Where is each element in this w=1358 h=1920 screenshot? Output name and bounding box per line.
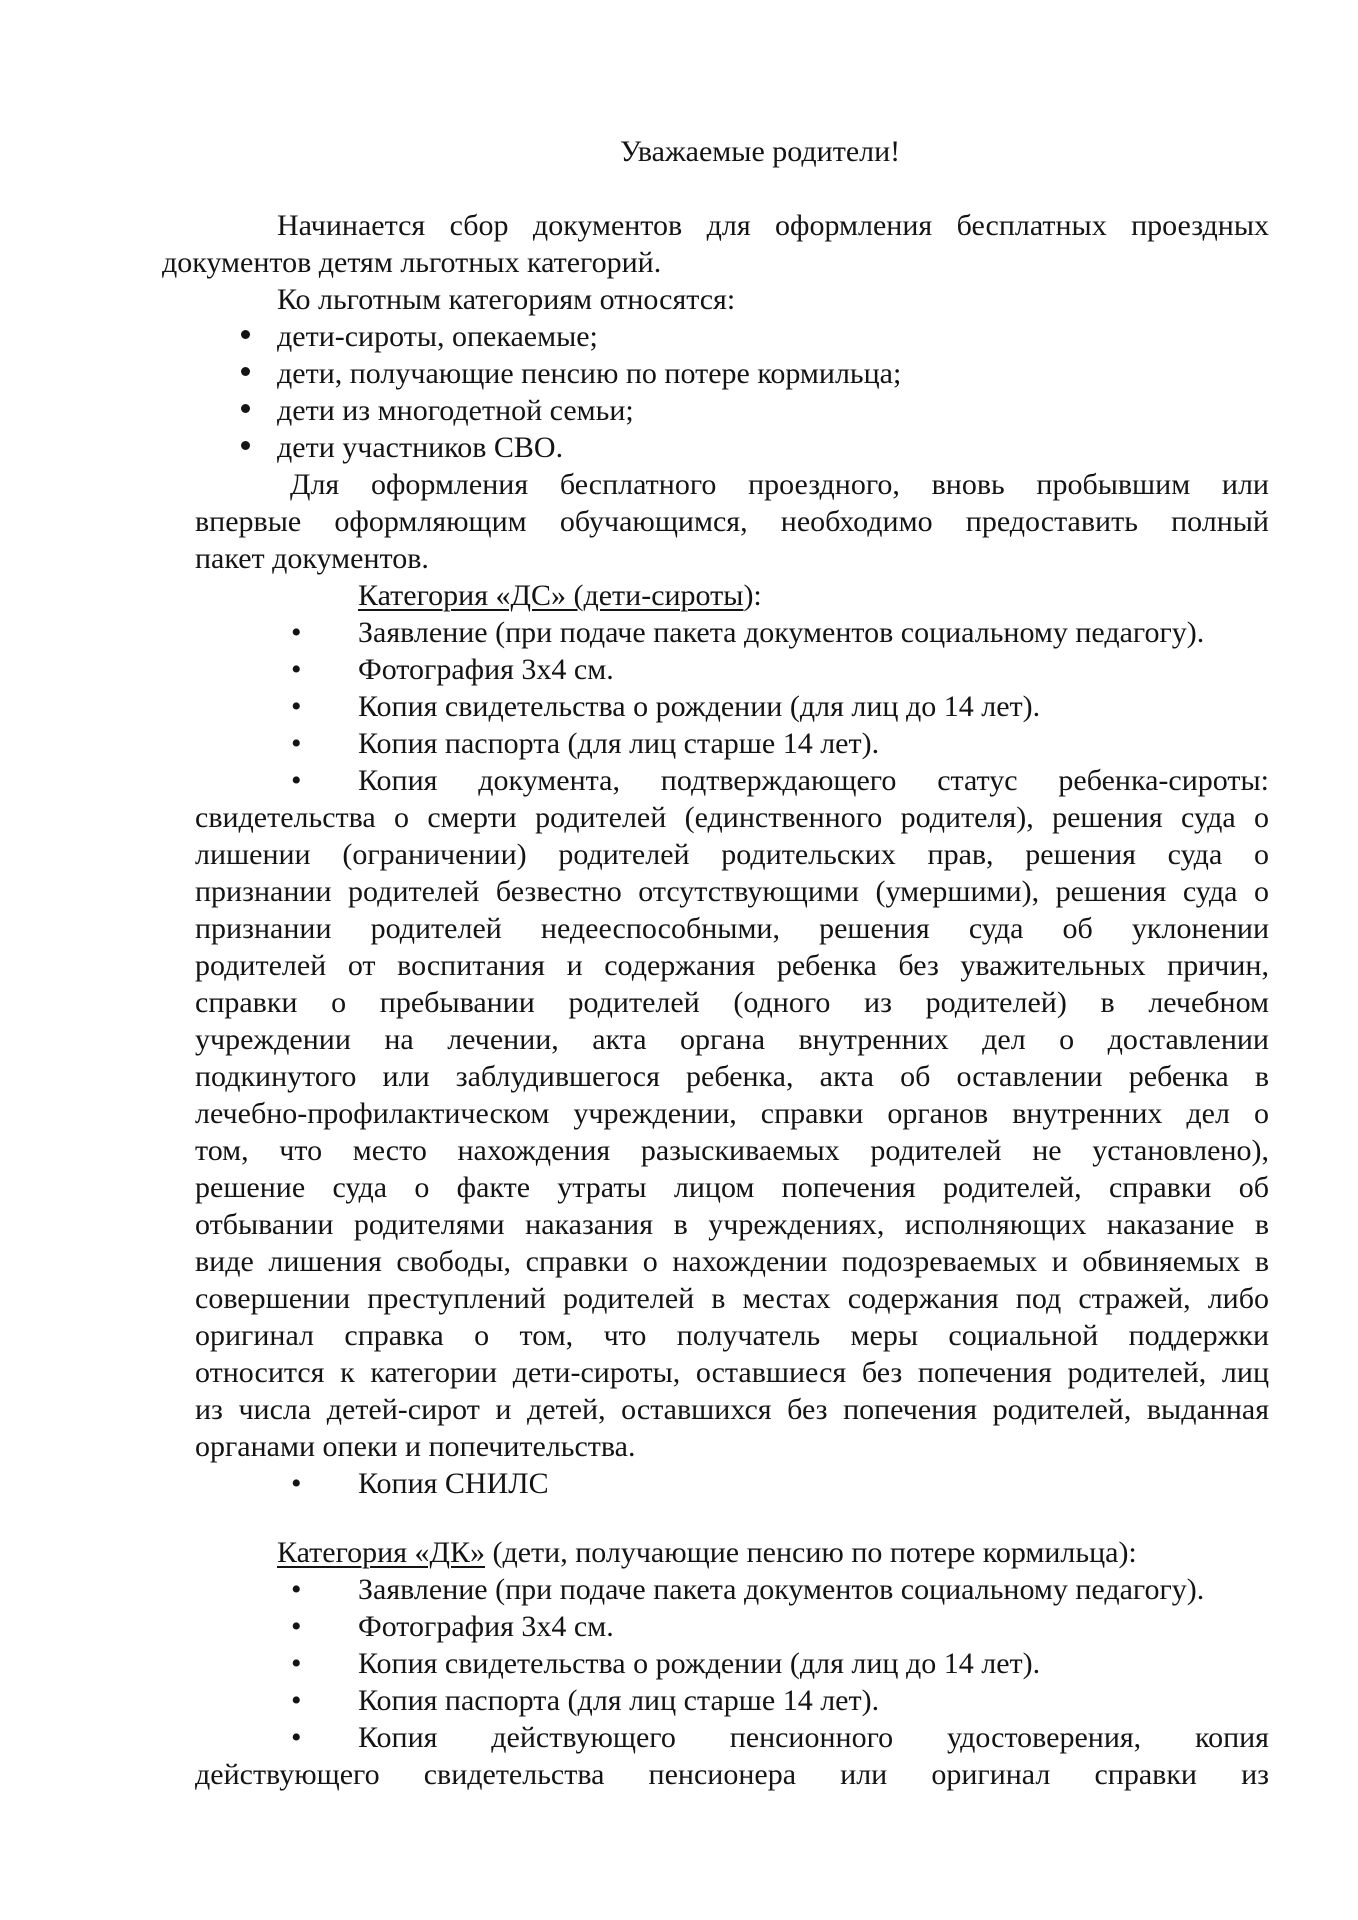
bullet-icon: • <box>291 653 302 686</box>
ds-status-line: оригинал справка о том, что получатель меры социальной поддержки <box>195 1319 1269 1352</box>
package-line-3: пакет документов. <box>195 542 429 575</box>
ds-status-line: совершении преступлений родителей в местах содержания под стражей, либо <box>195 1282 1269 1315</box>
ds-item: Копия свидетельства о рождении (для лиц до 14 лет). <box>358 690 1041 723</box>
package-line-2: впервые оформляющим обучающимся, необходимо предоставить полный <box>195 505 1269 538</box>
dk-pension-first-line: Копия действующего пенсионного удостоверения, копия <box>358 1721 1269 1754</box>
ds-status-line: лечебно-профилактическом учреждении, справки органов внутренних дел о <box>195 1097 1269 1130</box>
ds-status-line: решение суда о факте утраты лицом попечения родителей, справки об <box>195 1171 1269 1204</box>
dk-item: Копия свидетельства о рождении (для лиц до 14 лет). <box>358 1647 1041 1680</box>
dk-pension-second-line: действующего свидетельства пенсионера или оригинал справки из <box>195 1758 1269 1791</box>
ds-status-line: том, что место нахождения разыскиваемых родителей не установлено), <box>195 1134 1269 1167</box>
category-item: дети, получающие пенсию по потере кормильца; <box>277 357 902 390</box>
ds-status-line: учреждении на лечении, акта органа внутренних дел о доставлении <box>195 1023 1269 1056</box>
ds-status-line: признании родителей недееспособными, решения суда об уклонении <box>195 912 1269 945</box>
ds-status-line: признании родителей безвестно отсутствующими (умершими), решения суда о <box>195 875 1269 908</box>
ds-status-line: относится к категории дети-сироты, оставшиеся без попечения родителей, лиц <box>195 1356 1269 1389</box>
ds-item: Фотография 3х4 см. <box>358 653 614 686</box>
ds-status-line: подкинутого или заблудившегося ребенка, акта об оставлении ребенка в <box>195 1060 1269 1093</box>
bullet-icon <box>241 441 250 450</box>
intro-line-2: документов детям льготных категорий. <box>162 246 662 279</box>
ds-status-line: родителей от воспитания и содержания ребенка без уважительных причин, <box>195 949 1269 982</box>
package-line-1: Для оформления бесплатного проездного, вновь пробывшим или <box>290 468 1269 501</box>
ds-status-line: виде лишения свободы, справки о нахождении подозреваемых и обвиняемых в <box>195 1245 1269 1278</box>
bullet-icon: • <box>291 1647 302 1680</box>
ds-heading <box>358 577 762 614</box>
ds-item: Копия паспорта (для лиц старше 14 лет). <box>358 727 880 760</box>
ds-status-last-line: органами опеки и попечительства. <box>195 1430 636 1463</box>
category-item: дети-сироты, опекаемые; <box>277 320 598 353</box>
bullet-icon: • <box>291 1721 302 1754</box>
ds-status-first-line: Копия документа, подтверждающего статус ребенка-сироты: <box>358 764 1269 797</box>
bullet-icon: • <box>291 1467 302 1500</box>
dk-heading-underlined: Категория «ДК» <box>277 1536 485 1569</box>
intro-line-1: Начинается сбор документов для оформления бесплатных проездных <box>277 209 1269 242</box>
ds-heading-underlined: Категория «ДС» (дети-сироты <box>358 579 744 612</box>
bullet-icon: • <box>291 1573 302 1606</box>
bullet-icon <box>241 404 250 413</box>
ds-item: Заявление (при подаче пакета документов социальному педагогу). <box>358 616 1205 649</box>
ds-status-line: из числа детей-сирот и детей, оставшихся без попечения родителей, выданная <box>195 1393 1269 1426</box>
category-item: дети участников СВО. <box>277 431 564 464</box>
dk-heading <box>277 1534 1137 1571</box>
page-title: Уважаемые родители! <box>620 135 901 168</box>
bullet-icon: • <box>291 764 302 797</box>
bullet-icon: • <box>291 727 302 760</box>
bullet-icon: • <box>291 1610 302 1643</box>
dk-item: Заявление (при подаче пакета документов социальному педагогу). <box>358 1573 1205 1606</box>
dk-item: Копия паспорта (для лиц старше 14 лет). <box>358 1684 880 1717</box>
bullet-icon <box>241 367 250 376</box>
bullet-icon: • <box>291 1684 302 1717</box>
ds-status-line: отбывании родителями наказания в учреждениях, исполняющих наказание в <box>195 1208 1269 1241</box>
bullet-icon: • <box>291 616 302 649</box>
dk-heading-tail: (дети, получающие пенсию по потере кормильца): <box>484 1536 1137 1569</box>
bullet-icon: • <box>291 690 302 723</box>
categories-heading: Ко льготным категориям относятся: <box>277 283 736 316</box>
ds-status-line: лишении (ограничении) родителей родительских прав, решения суда о <box>195 838 1269 871</box>
dk-item: Фотография 3х4 см. <box>358 1610 614 1643</box>
category-item: дети из многодетной семьи; <box>277 394 634 427</box>
ds-snils-item: Копия СНИЛС <box>358 1467 549 1500</box>
ds-status-line: справки о пребывании родителей (одного из родителей) в лечебном <box>195 986 1269 1019</box>
ds-status-line: свидетельства о смерти родителей (единственного родителя), решения суда о <box>195 801 1269 834</box>
ds-heading-tail: ): <box>743 579 762 612</box>
bullet-icon <box>241 330 250 339</box>
